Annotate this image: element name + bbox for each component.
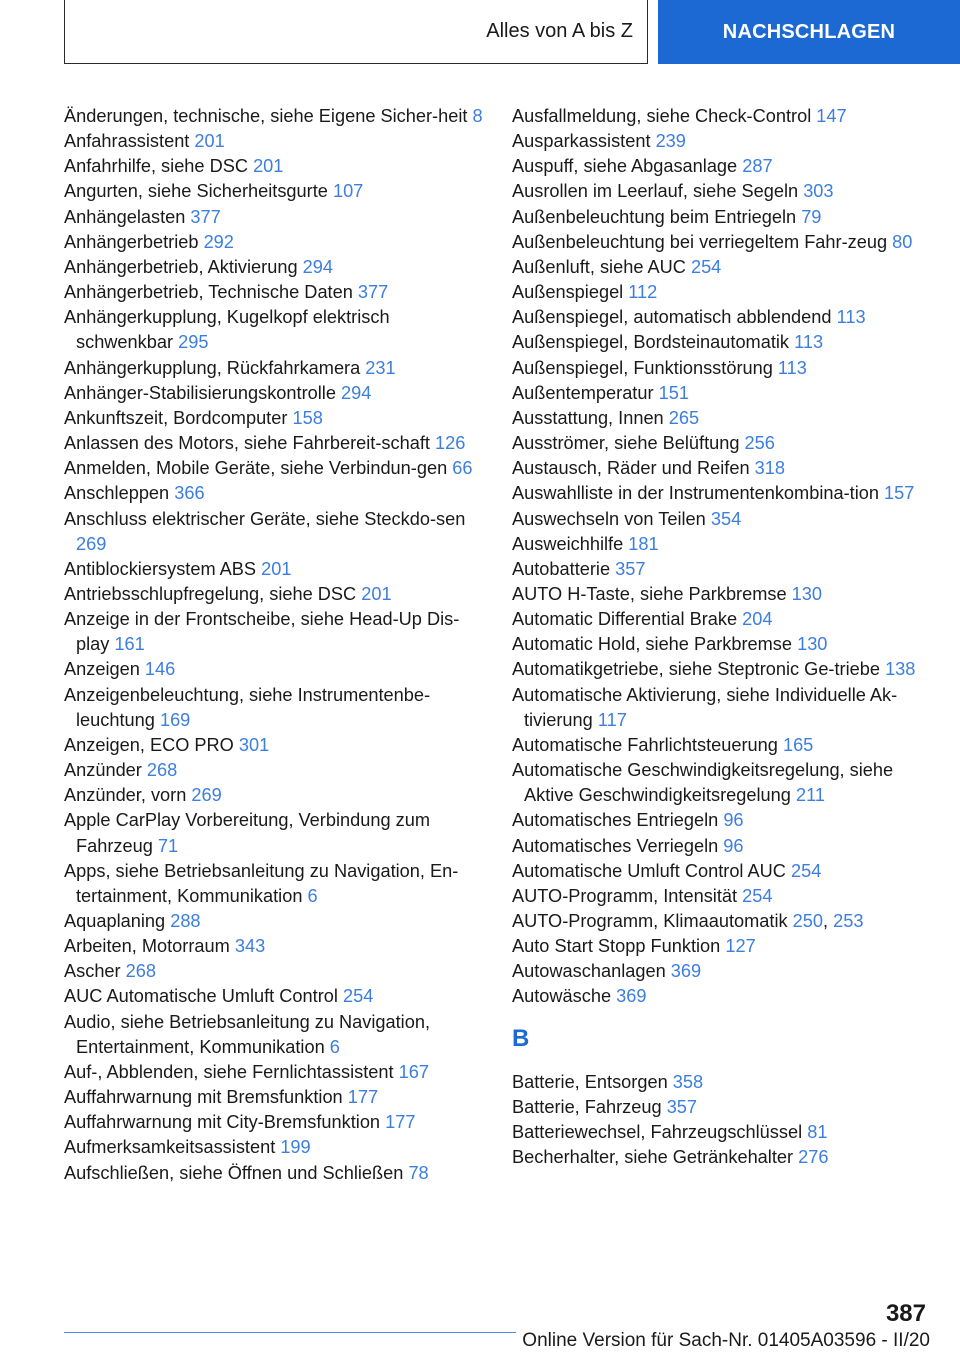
index-entry bbox=[512, 305, 932, 330]
page-reference-link[interactable]: 158 bbox=[292, 407, 323, 428]
index-entry bbox=[64, 657, 484, 682]
index-term: Ausparkassistent bbox=[512, 131, 651, 152]
index-entry bbox=[64, 607, 484, 657]
index-term: Arbeiten, Motorraum bbox=[64, 936, 230, 957]
index-term: Angurten, siehe Sicherheitsgurte bbox=[64, 181, 328, 202]
index-entry bbox=[512, 959, 932, 984]
index-entry bbox=[64, 733, 484, 758]
index-entry bbox=[64, 859, 484, 909]
index-entry bbox=[64, 557, 484, 582]
page-reference-link[interactable]: 66 bbox=[452, 458, 473, 479]
index-term: Antriebsschlupfregelung, siehe DSC bbox=[64, 583, 357, 604]
index-term: Ausweichhilfe bbox=[512, 533, 624, 554]
index-entry bbox=[512, 607, 932, 632]
index-entry bbox=[64, 959, 484, 984]
page-reference-link[interactable]: 211 bbox=[795, 785, 825, 806]
footer-text: Online Version für Sach-Nr. 01405A03596 - II/20 bbox=[516, 1330, 930, 1351]
index-term: Ascher bbox=[64, 961, 121, 982]
index-entry bbox=[512, 934, 932, 959]
index-term: Automatische Geschwindigkeitsregelung, siehe Aktive Geschwindigkeitsregelung bbox=[512, 760, 894, 806]
page-reference-link[interactable]: 204 bbox=[742, 609, 773, 630]
page-reference-link[interactable]: 78 bbox=[408, 1162, 429, 1183]
index-term: Anzeigen bbox=[64, 659, 140, 680]
index-entry bbox=[64, 1060, 484, 1085]
index-entry bbox=[512, 230, 932, 255]
page-reference-link[interactable]: 201 bbox=[361, 583, 392, 604]
header-section-box bbox=[64, 0, 648, 64]
index-term: Automatikgetriebe, siehe Steptronic Ge‐triebe bbox=[512, 659, 880, 680]
page-reference-link[interactable]: 292 bbox=[203, 231, 234, 252]
index-term: AUC Automatische Umluft Control bbox=[64, 986, 338, 1007]
page-reference-link[interactable]: 165 bbox=[782, 734, 814, 755]
page-reference-link[interactable]: 117 bbox=[597, 709, 627, 730]
page-number: 387 bbox=[885, 1300, 926, 1327]
index-term: Anzeige in der Frontscheibe, siehe Head-Up Dis‐play bbox=[64, 609, 460, 655]
index-term: Ausstattung, Innen bbox=[512, 407, 664, 428]
page-reference-link[interactable]: 357 bbox=[615, 558, 646, 579]
index-term: Auffahrwarnung mit City-Bremsfunktion bbox=[64, 1112, 381, 1133]
index-term: Auffahrwarnung mit Bremsfunktion bbox=[64, 1087, 343, 1108]
index-entry bbox=[64, 1135, 484, 1160]
index-entry bbox=[512, 758, 932, 808]
index-term: Aquaplaning bbox=[64, 911, 166, 931]
index-entry bbox=[64, 406, 484, 431]
index-term: Anfahrassistent bbox=[64, 131, 190, 152]
index-entry bbox=[512, 984, 932, 1009]
index-entry bbox=[64, 230, 484, 255]
index-term: Außenluft, siehe AUC bbox=[512, 256, 686, 277]
index-term: Autowäsche bbox=[512, 986, 612, 1007]
page-reference-link[interactable]: 181 bbox=[628, 533, 659, 554]
index-entry: AUTO-Programm, Klimaautomatik 250, 253 bbox=[512, 911, 864, 931]
index-term: Anhängerkupplung, Kugelkopf elektrisch schwenkbar bbox=[64, 307, 390, 353]
page-reference-link[interactable]: 79 bbox=[801, 206, 822, 227]
page-reference-link[interactable]: 250 bbox=[792, 911, 823, 931]
index-entry bbox=[64, 356, 484, 381]
page-reference-link[interactable]: 354 bbox=[710, 508, 742, 529]
index-term: Anlassen des Motors, siehe Fahrbereit‐schaft bbox=[64, 433, 430, 454]
index-term: Automatische Umluft Control AUC bbox=[512, 860, 786, 881]
page-reference-link[interactable]: 269 bbox=[76, 533, 107, 554]
page-reference-link[interactable]: 6 bbox=[307, 885, 318, 906]
index-term: Außenbeleuchtung bei verriegeltem Fahr‐zeug bbox=[512, 231, 888, 252]
page-reference-link[interactable]: 161 bbox=[114, 634, 145, 655]
index-term: Änderungen, technische, siehe Eigene Sicher‐heit bbox=[64, 106, 468, 126]
index-term: Antiblockiersystem ABS bbox=[64, 558, 257, 579]
index-term: Anhängerbetrieb, Aktivierung bbox=[64, 256, 298, 277]
index-entry bbox=[64, 582, 484, 607]
page-reference-link[interactable]: 71 bbox=[157, 835, 179, 856]
index-entry bbox=[64, 758, 484, 783]
index-entry bbox=[64, 683, 484, 733]
page-reference-link[interactable]: 201 bbox=[253, 156, 284, 177]
index-entry bbox=[512, 381, 932, 406]
page-reference-link[interactable]: 303 bbox=[803, 181, 834, 202]
index-entry bbox=[64, 507, 484, 557]
page-reference-link[interactable]: 294 bbox=[302, 256, 333, 277]
index-entry bbox=[512, 255, 932, 280]
index-entry bbox=[64, 431, 484, 456]
page-reference-link[interactable]: 369 bbox=[616, 986, 647, 1007]
index-column-right bbox=[512, 104, 932, 1170]
index-term: Auto Start Stopp Funktion bbox=[512, 936, 721, 957]
index-term: Anhängerbetrieb bbox=[64, 231, 199, 252]
page-reference-link[interactable]: 147 bbox=[816, 106, 847, 126]
page-reference-link[interactable]: 254 bbox=[690, 256, 722, 277]
page-reference-link[interactable]: 231 bbox=[365, 357, 396, 378]
page-reference-link[interactable]: 268 bbox=[146, 760, 178, 781]
index-entry bbox=[512, 205, 932, 230]
index-entry bbox=[512, 632, 932, 657]
index-term: Aufmerksamkeitsassistent bbox=[64, 1137, 276, 1158]
index-entry bbox=[64, 984, 484, 1009]
page-reference-link[interactable]: 8 bbox=[472, 106, 483, 126]
index-entry bbox=[512, 859, 932, 884]
page-reference-link[interactable]: 127 bbox=[725, 936, 756, 957]
page-reference-link[interactable]: 130 bbox=[797, 634, 828, 655]
index-term: Autobatterie bbox=[512, 558, 611, 579]
index-term: Anhänger-Stabilisierungskontrolle bbox=[64, 382, 336, 403]
index-term: AUTO H-Taste, siehe Parkbremse bbox=[512, 583, 787, 604]
page-reference-link[interactable]: 112 bbox=[628, 282, 658, 303]
page-reference-link[interactable]: 318 bbox=[754, 458, 786, 479]
index-term: AUTO-Programm, Intensität bbox=[512, 885, 738, 906]
page-reference-link[interactable]: 269 bbox=[191, 785, 222, 806]
index-term: Außenspiegel, Bordsteinautomatik bbox=[512, 332, 790, 353]
index-term: Batterie, Fahrzeug bbox=[512, 1096, 662, 1117]
page-reference-link[interactable]: 130 bbox=[791, 583, 823, 604]
index-entry bbox=[64, 255, 484, 280]
page-reference-link[interactable]: 146 bbox=[144, 659, 176, 680]
page-reference-link[interactable]: 96 bbox=[723, 835, 744, 856]
page-reference-link[interactable]: 177 bbox=[385, 1112, 416, 1133]
index-entry bbox=[512, 808, 932, 833]
index-term: Ankunftszeit, Bordcomputer bbox=[64, 407, 288, 428]
index-term: Ausströmer, siehe Belüftung bbox=[512, 433, 740, 454]
index-entry bbox=[512, 1095, 932, 1120]
index-term: Automatische Aktivierung, siehe Individuelle Ak‐tivierung bbox=[512, 684, 898, 730]
header-section-title: Alles von A bis Z bbox=[486, 20, 633, 42]
page-reference-link[interactable]: 157 bbox=[884, 483, 915, 504]
page-reference-link[interactable]: 295 bbox=[178, 332, 209, 353]
index-term: Anhängerbetrieb, Technische Daten bbox=[64, 282, 353, 303]
index-entry bbox=[512, 129, 932, 154]
index-term: Becherhalter, siehe Getränkehalter bbox=[512, 1147, 794, 1168]
page-reference-link[interactable]: 288 bbox=[170, 911, 201, 931]
section-heading-b: B bbox=[512, 1024, 530, 1052]
index-entry bbox=[64, 280, 484, 305]
index-entry bbox=[512, 582, 932, 607]
page-reference-link[interactable]: 253 bbox=[833, 911, 864, 931]
page-reference-link[interactable]: 151 bbox=[658, 382, 689, 403]
index-entry bbox=[512, 683, 932, 733]
index-entry bbox=[512, 154, 932, 179]
page-reference-link[interactable]: 254 bbox=[742, 885, 773, 906]
page-reference-link[interactable]: 6 bbox=[329, 1036, 340, 1057]
index-term: Außenspiegel, automatisch abblendend bbox=[512, 307, 832, 328]
page-reference-link[interactable]: 138 bbox=[885, 659, 916, 680]
index-entry bbox=[512, 733, 932, 758]
index-entry bbox=[512, 657, 932, 682]
index-term: Anhängerkupplung, Rückfahrkamera bbox=[64, 357, 361, 378]
page-reference-link[interactable]: 167 bbox=[398, 1061, 430, 1082]
index-term: Automatische Fahrlichtsteuerung bbox=[512, 734, 778, 755]
index-term: Automatisches Entriegeln bbox=[512, 810, 719, 831]
index-term: Apps, siehe Betriebsanleitung zu Navigation, En‐tertainment, Kommunikation bbox=[64, 860, 459, 906]
index-entry bbox=[64, 456, 484, 481]
page-reference-link[interactable]: 80 bbox=[892, 231, 913, 252]
page-reference-link[interactable]: 276 bbox=[798, 1147, 829, 1168]
index-entry bbox=[512, 280, 932, 305]
index-term: Anmelden, Mobile Geräte, siehe Verbindun‐gen bbox=[64, 458, 448, 479]
index-term: Anzünder, vorn bbox=[64, 785, 187, 806]
index-entry bbox=[64, 1085, 484, 1110]
index-entry bbox=[64, 1010, 484, 1060]
index-term: Batterie, Entsorgen bbox=[512, 1071, 668, 1092]
index-entry bbox=[64, 104, 484, 129]
page-reference-link[interactable]: 369 bbox=[670, 961, 702, 982]
index-term: Aufschließen, siehe Öffnen und Schließen bbox=[64, 1162, 404, 1183]
index-term: Anzünder bbox=[64, 760, 142, 781]
index-term: Anschluss elektrischer Geräte, siehe Steckdo‐sen bbox=[64, 508, 466, 529]
page-reference-link[interactable]: 201 bbox=[261, 558, 292, 579]
index-entry bbox=[512, 1120, 932, 1145]
index-term: Automatic Hold, siehe Parkbremse bbox=[512, 634, 793, 655]
index-entry bbox=[512, 481, 932, 506]
page-reference-link[interactable]: 301 bbox=[238, 734, 270, 755]
page-reference-link[interactable]: 254 bbox=[790, 860, 822, 881]
index-entry bbox=[64, 154, 484, 179]
index-term: Ausrollen im Leerlauf, siehe Segeln bbox=[512, 181, 799, 202]
page-reference-link[interactable]: 199 bbox=[280, 1137, 311, 1158]
footer-version-note bbox=[0, 1330, 960, 1352]
index-group-b bbox=[512, 1070, 932, 1171]
page-reference-link[interactable]: 177 bbox=[347, 1087, 379, 1108]
index-term: Automatisches Verriegeln bbox=[512, 835, 719, 856]
page-reference-link[interactable]: 113 bbox=[836, 307, 866, 328]
index-term: Batteriewechsel, Fahrzeugschlüssel bbox=[512, 1121, 803, 1142]
index-entry bbox=[512, 532, 932, 557]
page-reference-link[interactable]: 294 bbox=[341, 382, 372, 403]
page-reference-link[interactable]: 201 bbox=[194, 131, 225, 152]
page-reference-link[interactable]: 287 bbox=[742, 156, 773, 177]
page-reference-link[interactable]: 239 bbox=[655, 131, 686, 152]
index-term: Apple CarPlay Vorbereitung, Verbindung zum Fahrzeug bbox=[64, 810, 430, 856]
page-reference-link[interactable]: 81 bbox=[807, 1121, 828, 1142]
index-term: Auswechseln von Teilen bbox=[512, 508, 706, 529]
index-entry bbox=[512, 507, 932, 532]
index-entry bbox=[64, 1161, 484, 1186]
index-column-left bbox=[64, 104, 484, 1186]
index-entry bbox=[512, 104, 932, 129]
index-entry bbox=[512, 1070, 932, 1095]
index-entry bbox=[512, 431, 932, 456]
index-entry bbox=[512, 557, 932, 582]
index-entry bbox=[64, 179, 484, 204]
page-reference-link[interactable]: 126 bbox=[435, 433, 466, 454]
index-entry bbox=[512, 406, 932, 431]
index-term: Anzeigenbeleuchtung, siehe Instrumentenbe‐leuchtung bbox=[64, 684, 431, 730]
index-entry bbox=[512, 884, 932, 909]
index-entry bbox=[64, 808, 484, 858]
index-term: Außenspiegel bbox=[512, 282, 624, 303]
index-term: Anzeigen, ECO PRO bbox=[64, 734, 234, 755]
index-entry bbox=[64, 305, 484, 355]
page-reference-link[interactable]: 107 bbox=[332, 181, 364, 202]
index-entry bbox=[64, 909, 484, 934]
index-term: Außenspiegel, Funktionsstörung bbox=[512, 357, 773, 378]
page-reference-link[interactable]: 113 bbox=[777, 357, 807, 378]
index-entry bbox=[512, 330, 932, 355]
index-term: Anfahrhilfe, siehe DSC bbox=[64, 156, 248, 177]
index-entry bbox=[512, 834, 932, 859]
index-term: Austausch, Räder und Reifen bbox=[512, 458, 750, 479]
index-entry bbox=[64, 1110, 484, 1135]
page-reference-link[interactable]: 113 bbox=[794, 332, 824, 353]
index-term: Automatic Differential Brake bbox=[512, 609, 738, 630]
page-reference-link[interactable]: 377 bbox=[357, 282, 389, 303]
tab-label: NACHSCHLAGEN bbox=[722, 20, 896, 43]
index-term: Auf-, Abblenden, siehe Fernlichtassistent bbox=[64, 1061, 394, 1082]
index-entry bbox=[512, 456, 932, 481]
index-term: Außentemperatur bbox=[512, 382, 654, 403]
page-reference-link[interactable]: 268 bbox=[125, 961, 157, 982]
index-term: AUTO-Programm, Klimaautomatik bbox=[512, 911, 788, 931]
index-entry bbox=[512, 356, 932, 381]
index-entry bbox=[64, 129, 484, 154]
page-reference-link[interactable]: 256 bbox=[744, 433, 775, 454]
index-entry bbox=[64, 481, 484, 506]
index-entry bbox=[64, 783, 484, 808]
page-reference-link[interactable]: 358 bbox=[672, 1071, 704, 1092]
page-reference-link[interactable]: 169 bbox=[159, 709, 191, 730]
tab-nachschlagen[interactable] bbox=[658, 0, 960, 64]
index-term: Ausfallmeldung, siehe Check-Control bbox=[512, 106, 812, 126]
index-term: Anschleppen bbox=[64, 483, 170, 504]
page-reference-link[interactable]: 357 bbox=[666, 1096, 698, 1117]
page-reference-link[interactable]: 254 bbox=[342, 986, 374, 1007]
page-reference-link[interactable]: 265 bbox=[668, 407, 700, 428]
index-group-a-continued bbox=[512, 104, 932, 1010]
page-reference-link[interactable]: 96 bbox=[723, 810, 744, 831]
page-reference-link[interactable]: 343 bbox=[234, 936, 266, 957]
index-term: Audio, siehe Betriebsanleitung zu Navigation, Entertainment, Kommunikation bbox=[64, 1011, 431, 1057]
index-term: Auspuff, siehe Abgasanlage bbox=[512, 156, 738, 177]
index-term: Anhängelasten bbox=[64, 206, 186, 227]
index-term: Außenbeleuchtung beim Entriegeln bbox=[512, 206, 797, 227]
index-entry bbox=[64, 934, 484, 959]
index-entry bbox=[512, 1145, 932, 1170]
page-reference-link[interactable]: 366 bbox=[174, 483, 205, 504]
index-entry bbox=[64, 381, 484, 406]
index-term: Auswahlliste in der Instrumentenkombina‐tion bbox=[512, 483, 879, 504]
index-term: Autowaschanlagen bbox=[512, 961, 666, 982]
index-entry bbox=[64, 205, 484, 230]
page-reference-link[interactable]: 377 bbox=[190, 206, 221, 227]
index-entry bbox=[512, 179, 932, 204]
